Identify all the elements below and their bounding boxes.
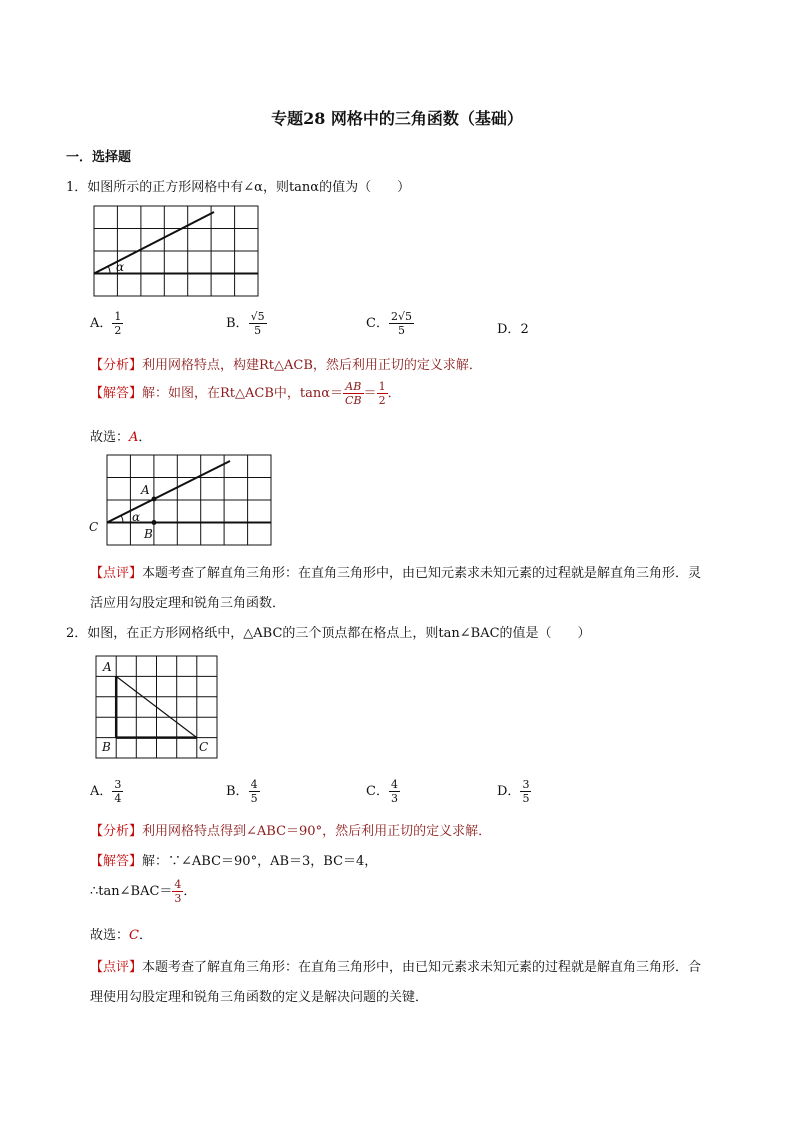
q1-stem: 1．如图所示的正方形网格中有∠α，则tanα的值为（ ） bbox=[66, 180, 411, 195]
q1-fig2-label-b: B bbox=[144, 527, 153, 541]
q2-analysis: 【分析】利用网格特点得到∠ABC＝90°，然后利用正切的定义求解． bbox=[90, 824, 492, 839]
q1-option-a[interactable]: A． $\frac{1}{2}$ bbox=[90, 310, 122, 337]
q2-answer-line2: ∴tan∠BAC＝ $\frac{4}{3}$ ． bbox=[90, 878, 197, 905]
q1-alpha-label: α bbox=[116, 260, 125, 274]
q2-label-c: C bbox=[199, 740, 209, 754]
q1-angle-arc bbox=[108, 266, 110, 274]
q2-option-d[interactable]: D． $\frac{3}{5}$ bbox=[497, 778, 530, 805]
q1-option-d[interactable]: D．2 bbox=[497, 322, 529, 337]
q2-option-b[interactable]: B． $\frac{4}{5}$ bbox=[226, 778, 258, 805]
q1-fig2-label-a: A bbox=[141, 483, 150, 497]
q1-option-b[interactable]: B． $\frac{√5}{5}$ bbox=[226, 310, 265, 337]
q2-comment-cont: 理使用勾股定理和锐角三角函数的定义是解决问题的关键． bbox=[90, 990, 429, 1005]
q1-grid-figure bbox=[92, 204, 262, 300]
q2-label-a: A bbox=[103, 660, 112, 674]
q2-choice: 故选：C． bbox=[90, 928, 152, 943]
q1-comment: 【点评】本题考查了解直角三角形：在直角三角形中，由已知元素求未知元素的过程就是解直角三角形．灵 bbox=[90, 566, 702, 581]
q2-option-c[interactable]: C． $\frac{4}{3}$ bbox=[366, 778, 398, 805]
q2-option-a[interactable]: A． $\frac{3}{4}$ bbox=[90, 778, 122, 805]
q2-grid-figure bbox=[94, 654, 222, 764]
q1-solution-figure bbox=[86, 452, 276, 548]
q2-answer: 【解答】解：∵∠ABC＝90°，AB＝3，BC＝4， bbox=[90, 854, 378, 869]
q1-choice: 故选：A． bbox=[90, 430, 152, 445]
q1-slanted-line bbox=[94, 212, 214, 274]
page-title: 专题28 网格中的三角函数（基础） bbox=[271, 109, 523, 128]
q2-label-b: B bbox=[102, 740, 111, 754]
q1-option-c[interactable]: C． $\frac{2√5}{5}$ bbox=[366, 310, 412, 337]
q1-fig2-label-c: C bbox=[89, 520, 99, 534]
q1-answer: 【解答】解：如图，在Rt△ACB中，tanα＝ $\frac{AB}{CB}$ ＝ $\frac{1}{2}$ ． bbox=[90, 380, 401, 407]
q2-stem: 2．如图，在正方形网格纸中，△ABC的三个顶点都在格点上，则tan∠BAC的值是（ ） bbox=[66, 626, 591, 641]
q1-analysis: 【分析】利用网格特点，构建Rt△ACB，然后利用正切的定义求解． bbox=[90, 358, 482, 373]
section-heading: 一．选择题 bbox=[66, 150, 132, 165]
q1-fig2-alpha: α bbox=[132, 510, 141, 524]
q2-comment: 【点评】本题考查了解直角三角形：在直角三角形中，由已知元素求未知元素的过程就是解直角三角形．合 bbox=[90, 960, 702, 975]
q1-comment-cont: 活应用勾股定理和锐角三角函数． bbox=[90, 596, 286, 611]
